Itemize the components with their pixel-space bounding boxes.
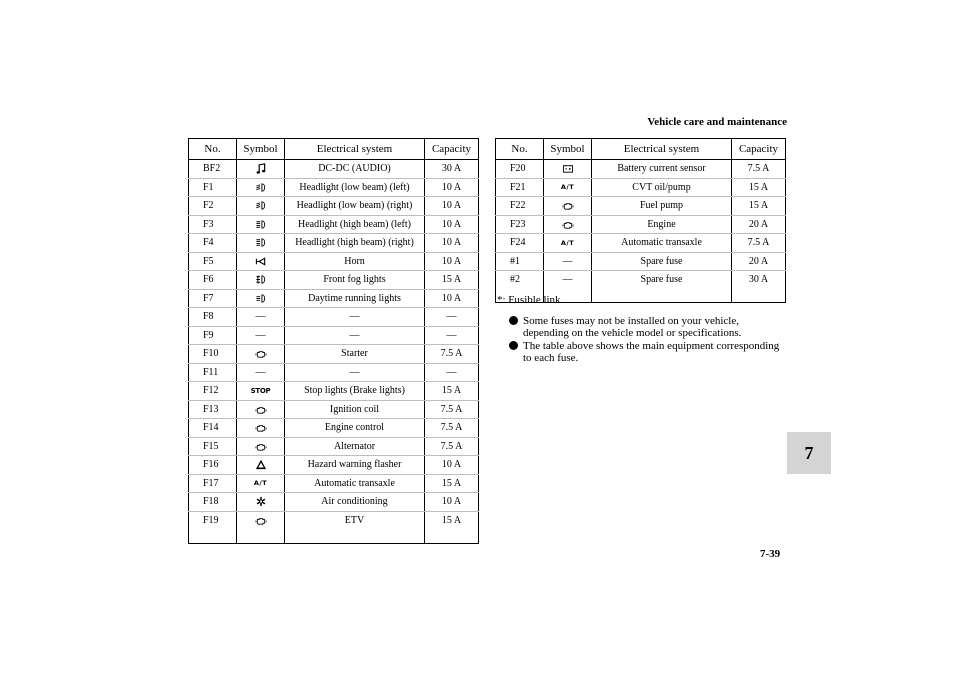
engine-icon xyxy=(255,348,267,359)
fuse-capacity: 30 A xyxy=(425,160,479,179)
fuse-number: F18 xyxy=(189,493,237,512)
fuse-symbol xyxy=(237,437,285,456)
table-row xyxy=(189,215,479,234)
fuse-number: #2 xyxy=(496,271,544,303)
fuse-symbol xyxy=(237,308,285,327)
fuse-symbol xyxy=(237,511,285,543)
table-row xyxy=(189,160,479,179)
electrical-system: Spare fuse xyxy=(592,271,732,303)
fuse-symbol xyxy=(544,178,592,197)
column-header-symbol: Symbol xyxy=(544,139,592,160)
fuse-number: F7 xyxy=(189,289,237,308)
fuse-capacity: — xyxy=(425,326,479,345)
electrical-system: Front fog lights xyxy=(285,271,425,290)
air-conditioning-icon xyxy=(255,496,267,507)
fuse-capacity: 10 A xyxy=(425,252,479,271)
table-row xyxy=(189,326,479,345)
table-row xyxy=(189,178,479,197)
fuse-symbol xyxy=(544,252,592,271)
electrical-system: Headlight (high beam) (left) xyxy=(285,215,425,234)
table-header-row xyxy=(496,139,786,160)
fuse-capacity: 7.5 A xyxy=(425,345,479,364)
fuse-number: F3 xyxy=(189,215,237,234)
battery-icon xyxy=(562,163,574,174)
column-header-no: No. xyxy=(189,139,237,160)
electrical-system: Horn xyxy=(285,252,425,271)
table-row xyxy=(496,197,786,216)
table-row xyxy=(189,437,479,456)
fuse-symbol xyxy=(237,493,285,512)
fuse-capacity: 30 A xyxy=(732,271,786,303)
electrical-system: DC-DC (AUDIO) xyxy=(285,160,425,179)
fuse-capacity: 10 A xyxy=(425,456,479,475)
fuse-capacity: — xyxy=(425,308,479,327)
electrical-system: Starter xyxy=(285,345,425,364)
fuse-number: #1 xyxy=(496,252,544,271)
fuse-capacity: 7.5 A xyxy=(425,437,479,456)
fuse-symbol xyxy=(237,178,285,197)
fuse-number: F12 xyxy=(189,382,237,401)
chapter-tab: 7 xyxy=(787,432,831,474)
note-bullet xyxy=(497,315,787,339)
engine-icon xyxy=(255,441,267,452)
table-row xyxy=(189,197,479,216)
fuse-capacity: 7.5 A xyxy=(425,400,479,419)
fuse-number: F20 xyxy=(496,160,544,179)
fuse-capacity: 15 A xyxy=(425,382,479,401)
stop-icon: STOP xyxy=(250,386,271,395)
fuse-capacity: 15 A xyxy=(425,271,479,290)
electrical-system: Air conditioning xyxy=(285,493,425,512)
fuse-symbol xyxy=(237,419,285,438)
table-row xyxy=(189,308,479,327)
fuse-symbol xyxy=(544,215,592,234)
fuse-capacity: 20 A xyxy=(732,252,786,271)
fuse-number: F15 xyxy=(189,437,237,456)
front-fog-light-icon xyxy=(255,274,267,285)
table-row xyxy=(189,252,479,271)
fuse-symbol xyxy=(237,234,285,253)
engine-icon xyxy=(255,422,267,433)
horn-icon xyxy=(255,256,267,267)
fuse-number: F9 xyxy=(189,326,237,345)
fuse-capacity: 15 A xyxy=(732,197,786,216)
at-icon: A/T xyxy=(253,479,268,488)
engine-icon xyxy=(562,219,574,230)
fuse-symbol xyxy=(237,456,285,475)
table-row xyxy=(189,511,479,543)
engine-icon xyxy=(255,515,267,526)
bullet-icon xyxy=(509,341,518,350)
fuse-symbol xyxy=(544,234,592,253)
table-row xyxy=(496,234,786,253)
electrical-system: Engine control xyxy=(285,419,425,438)
dash-placeholder: — xyxy=(562,274,573,285)
electrical-system: — xyxy=(285,308,425,327)
column-header-system: Electrical system xyxy=(285,139,425,160)
electrical-system: Hazard warning flasher xyxy=(285,456,425,475)
fuse-table-right xyxy=(495,138,786,303)
electrical-system: Daytime running lights xyxy=(285,289,425,308)
electrical-system: Automatic transaxle xyxy=(592,234,732,253)
page-header: Vehicle care and maintenance xyxy=(647,116,787,128)
electrical-system: — xyxy=(285,363,425,382)
table-row xyxy=(189,345,479,364)
fuse-number: F17 xyxy=(189,474,237,493)
table-row xyxy=(496,252,786,271)
table-row xyxy=(189,419,479,438)
electrical-system: Automatic transaxle xyxy=(285,474,425,493)
electrical-system: Alternator xyxy=(285,437,425,456)
fuse-number: F23 xyxy=(496,215,544,234)
fuse-number: F6 xyxy=(189,271,237,290)
note-text: Some fuses may not be installed on your vehicle, depending on the vehicle model or specifications. xyxy=(523,315,742,339)
electrical-system: Headlight (low beam) (left) xyxy=(285,178,425,197)
table-row xyxy=(189,271,479,290)
dash-placeholder: — xyxy=(255,366,266,378)
electrical-system: Headlight (low beam) (right) xyxy=(285,197,425,216)
fuse-capacity: 7.5 A xyxy=(425,419,479,438)
fuse-table-left xyxy=(188,138,479,544)
fuse-capacity: 15 A xyxy=(732,178,786,197)
fuse-number: F2 xyxy=(189,197,237,216)
fuse-number: F14 xyxy=(189,419,237,438)
fusible-link-note: *: Fusible link xyxy=(497,294,561,306)
table-row xyxy=(189,382,479,401)
fuse-symbol xyxy=(237,400,285,419)
fuse-number: F8 xyxy=(189,308,237,327)
electrical-system: ETV xyxy=(285,511,425,543)
electrical-system: Spare fuse xyxy=(592,252,732,271)
at-icon: A/T xyxy=(560,238,575,247)
fuse-symbol xyxy=(237,326,285,345)
table-row xyxy=(496,215,786,234)
fuse-symbol xyxy=(237,271,285,290)
electrical-system: Stop lights (Brake lights) xyxy=(285,382,425,401)
fuse-symbol xyxy=(237,215,285,234)
headlight-low-beam-icon xyxy=(255,200,267,211)
column-header-symbol: Symbol xyxy=(237,139,285,160)
fuse-capacity: 10 A xyxy=(425,178,479,197)
fuse-symbol xyxy=(237,382,285,401)
fuse-number: F1 xyxy=(189,178,237,197)
fuse-capacity: 10 A xyxy=(425,234,479,253)
fuse-symbol xyxy=(237,363,285,382)
engine-icon xyxy=(255,404,267,415)
column-header-no: No. xyxy=(496,139,544,160)
fuse-symbol xyxy=(237,197,285,216)
hazard-warning-icon xyxy=(255,459,267,470)
fuse-capacity: 15 A xyxy=(425,474,479,493)
fuse-capacity: 10 A xyxy=(425,289,479,308)
bullet-icon xyxy=(509,316,518,325)
table-row xyxy=(189,400,479,419)
table-row xyxy=(189,289,479,308)
fuse-symbol xyxy=(237,474,285,493)
fuse-symbol xyxy=(237,289,285,308)
electrical-system: Battery current sensor xyxy=(592,160,732,179)
fuse-number: F11 xyxy=(189,363,237,382)
fuse-capacity: 7.5 A xyxy=(732,160,786,179)
table-row xyxy=(496,178,786,197)
music-note-icon xyxy=(255,163,267,174)
note-text: The table above shows the main equipment corresponding to each fuse. xyxy=(523,340,780,364)
electrical-system: CVT oil/pump xyxy=(592,178,732,197)
fuse-number: F4 xyxy=(189,234,237,253)
table-row xyxy=(189,363,479,382)
fuse-number: F24 xyxy=(496,234,544,253)
engine-icon xyxy=(562,200,574,211)
electrical-system: Headlight (high beam) (right) xyxy=(285,234,425,253)
fuse-capacity: — xyxy=(425,363,479,382)
table-row xyxy=(189,234,479,253)
dash-placeholder: — xyxy=(255,311,266,323)
table-row xyxy=(189,474,479,493)
fuse-symbol xyxy=(237,160,285,179)
fuse-number: F13 xyxy=(189,400,237,419)
headlight-high-beam-icon xyxy=(255,237,267,248)
fuse-symbol xyxy=(237,252,285,271)
fuse-number: F10 xyxy=(189,345,237,364)
table-row xyxy=(189,456,479,475)
fuse-capacity: 10 A xyxy=(425,215,479,234)
headlight-high-beam-icon xyxy=(255,219,267,230)
electrical-system: Fuel pump xyxy=(592,197,732,216)
fuse-capacity: 7.5 A xyxy=(732,234,786,253)
dash-placeholder: — xyxy=(255,329,266,341)
headlight-low-beam-icon xyxy=(255,182,267,193)
notes xyxy=(497,294,787,365)
column-header-capacity: Capacity xyxy=(425,139,479,160)
fuse-number: F22 xyxy=(496,197,544,216)
table-row xyxy=(189,493,479,512)
electrical-system: — xyxy=(285,326,425,345)
table-header-row xyxy=(189,139,479,160)
fuse-number: F19 xyxy=(189,511,237,543)
fuse-number: F5 xyxy=(189,252,237,271)
fuse-symbol xyxy=(544,160,592,179)
fuse-capacity: 10 A xyxy=(425,197,479,216)
fuse-symbol xyxy=(544,197,592,216)
note-bullet xyxy=(497,340,787,364)
daytime-running-light-icon xyxy=(255,293,267,304)
page-number: 7-39 xyxy=(760,548,781,560)
column-header-capacity: Capacity xyxy=(732,139,786,160)
electrical-system: Ignition coil xyxy=(285,400,425,419)
fuse-symbol xyxy=(237,345,285,364)
fuse-number: F16 xyxy=(189,456,237,475)
table-row xyxy=(496,160,786,179)
fuse-number: F21 xyxy=(496,178,544,197)
electrical-system: Engine xyxy=(592,215,732,234)
fuse-capacity: 15 A xyxy=(425,511,479,543)
at-icon: A/T xyxy=(560,183,575,192)
dash-placeholder: — xyxy=(562,255,573,267)
fuse-capacity: 10 A xyxy=(425,493,479,512)
fuse-number: BF2 xyxy=(189,160,237,179)
fuse-capacity: 20 A xyxy=(732,215,786,234)
column-header-system: Electrical system xyxy=(592,139,732,160)
